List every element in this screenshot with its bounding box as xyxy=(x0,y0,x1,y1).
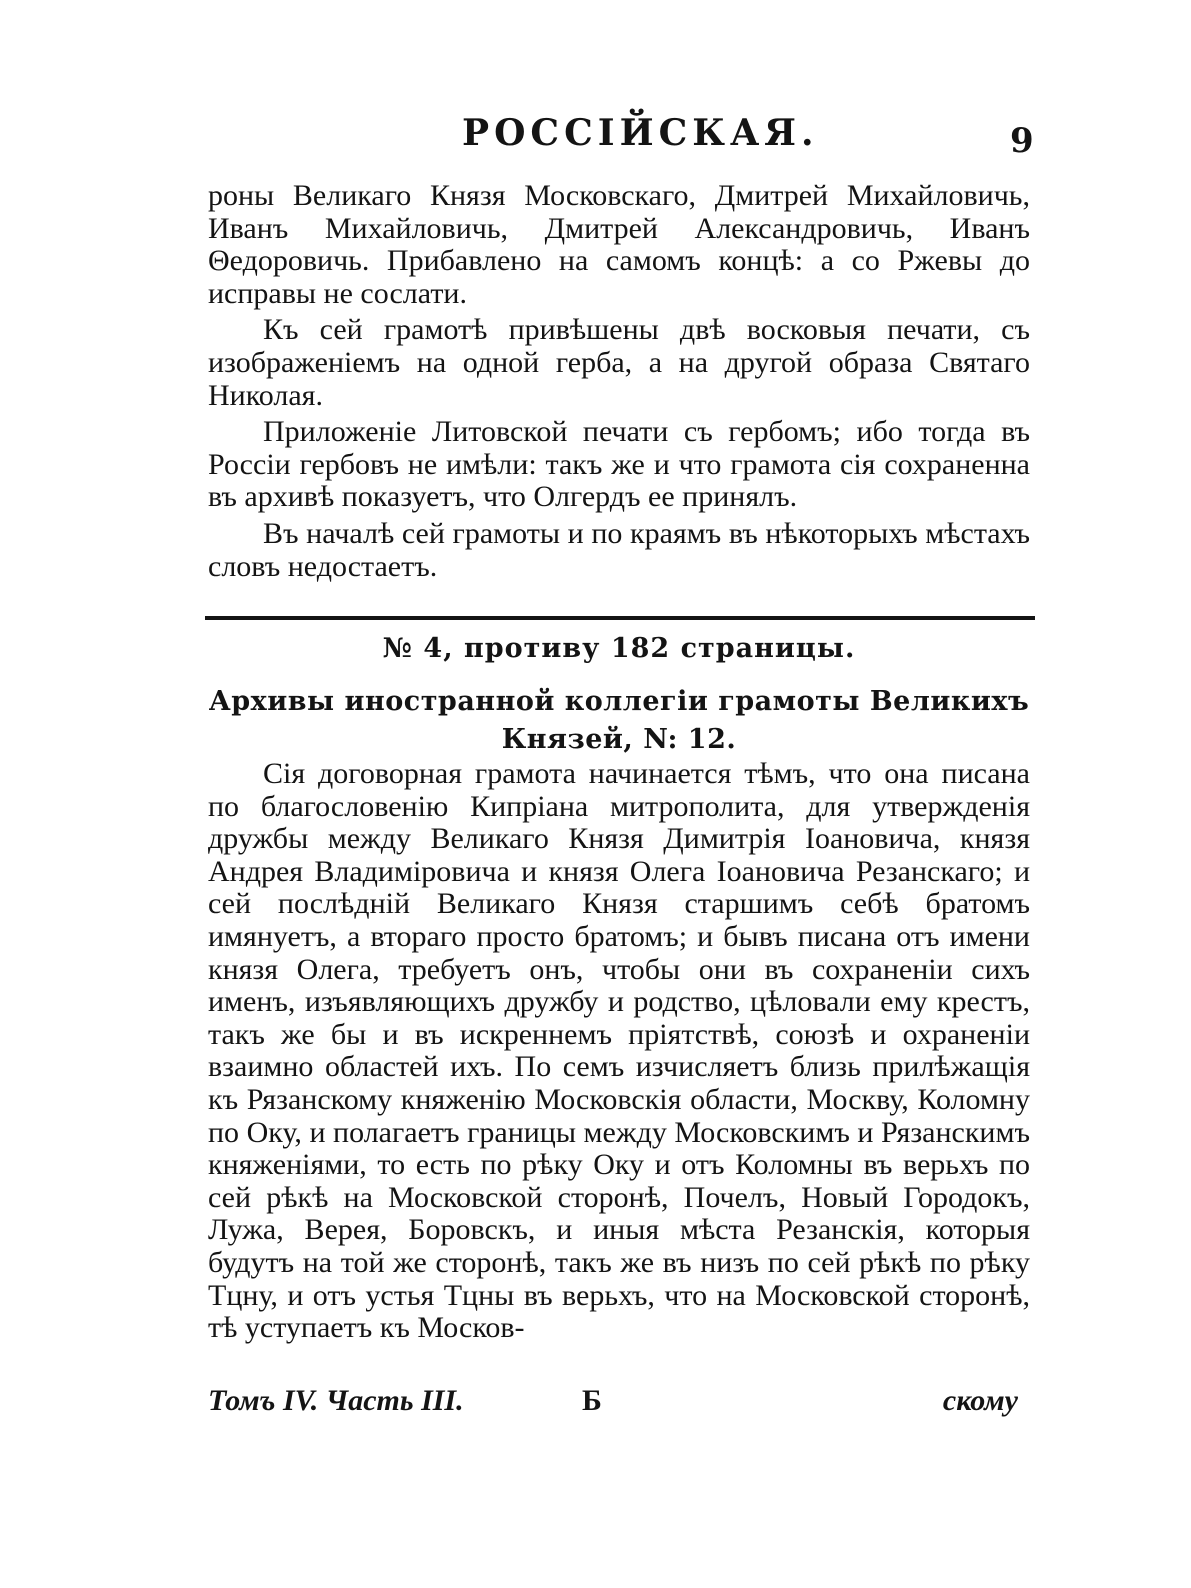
page-number: 9 xyxy=(1010,121,1034,161)
paragraph-seals: Къ сей грамотѣ привѣшены двѣ восковыя печати, съ изображеніемъ на одной герба, а на другой образа Святаго Николая. xyxy=(208,313,1030,412)
section-divider xyxy=(205,616,1035,620)
paragraph-lithuanian-seal: Приложеніе Литовской печати съ гербомъ; ибо тогда въ Россіи гербовъ не имѣли: такъ же и что грамота сія сохраненна въ архивѣ показуетъ, что Олгердъ ее принялъ. xyxy=(208,415,1030,514)
running-title: РОССІЙСКАЯ. xyxy=(462,112,819,154)
running-head xyxy=(0,110,1191,170)
section-number-heading: № 4, противу 182 страницы. xyxy=(382,633,856,664)
volume-part-line: Томъ IV. Часть III. xyxy=(208,1384,464,1417)
paragraph-continuation: роны Великаго Князя Московскаго, Дмитрей Михайловичь, Иванъ Михайловичь, Дмитрей Александровичь, Иванъ Θедоровичь. Прибавлено на самомъ концѣ: а со Ржевы до исправы не сослати. xyxy=(208,179,1030,310)
signature-mark: Б xyxy=(582,1384,602,1417)
paragraph-missing-words: Въ началѣ сей грамоты и по краямъ въ нѣкоторыхъ мѣстахъ словъ недостаетъ. xyxy=(208,516,1030,583)
top-text-block xyxy=(208,180,1030,583)
section-title: Архивы иностранной коллегіи грамоты Великихъ Князей, N: 12. xyxy=(208,686,1030,755)
page-footer xyxy=(208,1384,1030,1420)
paragraph-treaty: Сія договорная грамота начинается тѣмъ, что она писана по благословенію Кипріана митрополита, для утвержденія дружбы между Великаго Князя Димитрія Іоановича, князя Андрея Владиміровича и князя Олега Іоановича Резанскаго; и сей послѣдній Великаго Князя старшимъ себѣ братомъ имянуетъ, а втораго просто братомъ; и бывъ писана отъ имени князя Олега, требуетъ онъ, чтобы они въ сохраненіи сихъ именъ, изъявляющихъ дружбу и родство, цѣловали ему крестъ, такъ же бы и въ искреннемъ пріятствѣ, союзѣ и охраненіи взаимно областей ихъ. По семъ изчисляетъ близь прилѣжащія къ Рязанскому княженію Московскія области, Москву, Коломну по Оку, и полагаетъ границы между Московскимъ и Рязанскимъ княженіями, то есть по рѣку Оку и отъ Коломны въ верьхъ по сей рѣкѣ на Московской сторонѣ, Почелъ, Новый Городокъ, Лужа, Верея, Боровскъ, и иныя мѣста Резанскія, которыя будутъ на той же сторонѣ, такъ же въ низъ по сей рѣкѣ по рѣку Тцну, и отъ устья Тцны въ верьхъ, что на Московской сторонѣ, тѣ уступаетъ къ Москов- xyxy=(208,757,1030,1345)
section-body xyxy=(208,758,1030,1345)
catchword: скому xyxy=(942,1384,1018,1417)
